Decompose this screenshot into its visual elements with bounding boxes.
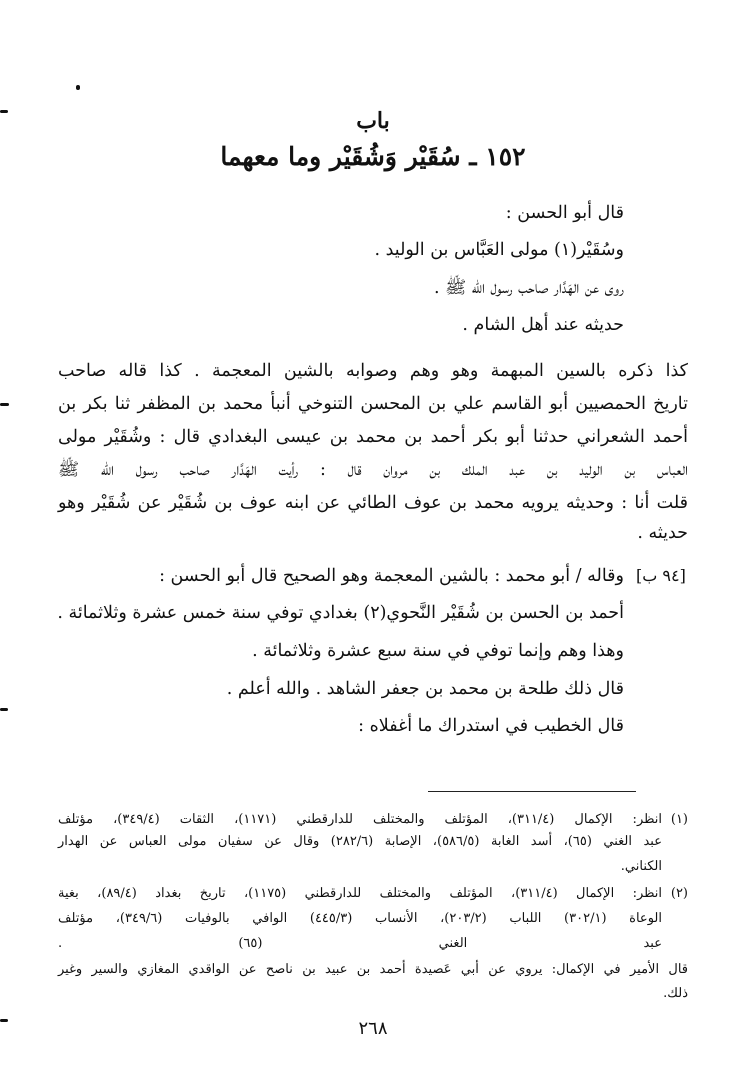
footnote-2-label: (٢) — [670, 886, 688, 901]
margin-folio-note: [٩٤ ب] — [636, 566, 686, 585]
entry-line: قال أبو الحسن : — [505, 203, 624, 223]
body-line: كذا ذكره بالسين المبهمة وهو وهم وصوابه بالشين المعجمة . كذا قاله صاحب — [58, 361, 688, 381]
entry-line: وسُقَيْر(١) مولى العَبَّاس بن الوليد . — [374, 240, 624, 260]
scan-mark-left-3 — [0, 708, 8, 711]
footnote-2-line: عبد الغني (٦٥) . — [58, 936, 662, 951]
page-number: ٢٦٨ — [358, 1018, 388, 1039]
entry-line: روى عن الهَدَّار صاحب رسول الله ﷺ . — [433, 278, 624, 298]
footnote-2-continued-line: ذلك. — [663, 986, 688, 1001]
section-line: وقاله / أبو محمد : بالشين المعجمة وهو الصحيح قال أبو الحسن : — [159, 566, 624, 586]
scan-mark-dot — [76, 85, 80, 90]
section-line: أحمد بن الحسن بن شُقَيْر النَّحوي(٢) بغدادي توفي سنة خمس عشرة وثلاثمائة . — [57, 603, 624, 623]
footnote-1-line: الكناني. — [620, 859, 662, 874]
scan-mark-left-2 — [0, 403, 9, 406]
footnote-2-continued-line: قال الأمير في الإكمال: يروي عن أبي عَصيدة أحمد بن عبيد بن ناصح عن الواقدي المغازي والسير وغير — [58, 962, 688, 977]
body-line: حديثه . — [637, 523, 688, 543]
bab-heading: باب — [356, 108, 390, 134]
body-line: قلت أنا : وحديثه يرويه محمد بن عوف الطائي عن ابنه عوف بن شُقَيْر عن شُقَيْر وهو — [58, 493, 688, 513]
body-line: تاريخ الحمصيين أبو القاسم علي بن المحسن التنوخي أنبأ محمد بن المظفر ثنا بكر بن — [58, 394, 688, 414]
footnote-1-line: عبد الغني (٦٥)، أسد الغابة (٥٨٦/٥)، الإصابة (٢٨٢/٦) وقال عن سفيان مولى العباس عن الهدار — [58, 834, 662, 849]
footnote-2-line: الوعاة (٣٠٢/١) اللباب (٢٠٣/٢)، الأنساب (٤٤٥/٣) الوافي بالوفيات (٣٤٩/٦)، مؤتلف — [58, 911, 662, 926]
footnote-2-line: انظر: الإكمال (٣١١/٤)، المؤتلف والمختلف للدارقطني (١١٧٥)، تاريخ بغداد (٨٩/٤)، بغية — [58, 886, 663, 901]
footnote-1-label: (١) — [670, 812, 688, 827]
section-line: قال الخطيب في استدراك ما أغفلاه : — [358, 716, 624, 736]
entry-line: حديثه عند أهل الشام . — [462, 315, 624, 335]
footnote-separator — [428, 791, 636, 792]
footnote-1-line: انظر: الإكمال (٣١١/٤)، المؤتلف والمختلف للدارقطني (١١٧١)، الثقات (٣٤٩/٤)، مؤتلف — [58, 812, 663, 827]
body-line: أحمد الشعراني حدثنا أبو بكر أحمد بن محمد بن عيسى البغدادي قال : وشُقَيْر مولى — [58, 427, 688, 447]
body-line: العباس بن الوليد بن عبد الملك بن مروان قال : رأيت الهَدَّار صاحب رسول الله ﷺ — [58, 460, 688, 480]
chapter-title: ١٥٢ ـ سُقَيْر وَشُقَيْر وما معهما — [220, 142, 526, 171]
section-line: وهذا وهم وإنما توفي في سنة سبع عشرة وثلاثمائة . — [252, 641, 624, 661]
section-line: قال ذلك طلحة بن محمد بن جعفر الشاهد . والله أعلم . — [226, 679, 624, 699]
